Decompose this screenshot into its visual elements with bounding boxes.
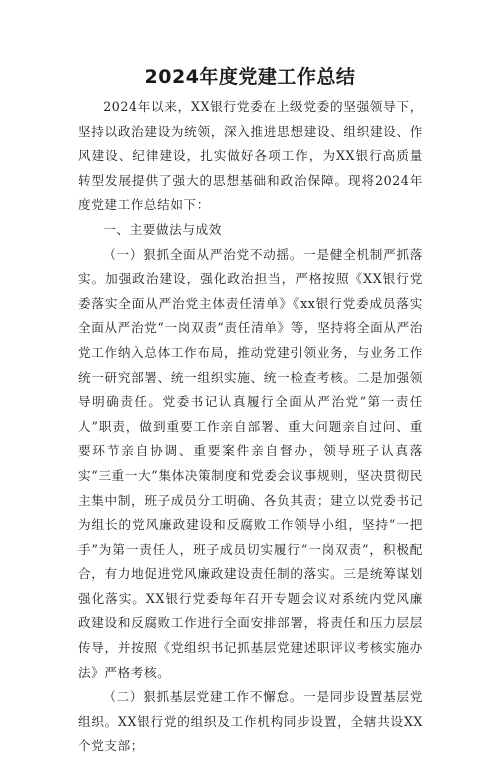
intro-paragraph: 2024年以来，XX银行党委在上级党委的坚强领导下，坚持以政治建设为统领，深入推进思想建设、组织建设、作风建设、纪律建设，扎实做好各项工作，为XX银行高质量转型发展提供了强大的思想基础和政治保障。现将2024年度党建工作总结如下： (78, 99, 423, 213)
paragraph-discipline: （一）狠抓全面从严治党不动摇。一是健全机制严抓落实。加强政治建设，强化政治担当，严格按照《XX银行党委落实全面从严治党主体责任清单》《xx银行党委成员落实全面从严治党“一岗双责”责任清单》等，坚持将全面从严治党工作纳入总体工作布局，推动党建引领业务，与业务工作统一研究部署、统一组织实施、统一检查考核。二是加强领导明确责任。党委书记认真履行全面从严治党“第一责任人”职责，做到重要工作亲自部署、重大问题亲自过问、重要环节亲自协调、重要案件亲自督办，领导班子认真落实“三重一大”集体决策制度和党委会议事规则，坚决贯彻民主集中制，班子成员分工明确、各负其责；建立以党委书记为组长的党风廉政建设和反腐败工作领导小组，坚持“一把手”为第一责任人，班子成员切实履行“一岗双责”，积极配合，有力地促进党风廉政建设责任制的落实。三是统筹谋划强化落实。XX银行党委每年召开专题会议对系统内党风廉政建设和反腐败工作进行全面安排部署，将责任和压力层层传导，并按照《党组织书记抓基层党建述职评议考核实施办法》严格考核。 (78, 246, 423, 680)
section-heading: 一、主要做法与成效 (103, 221, 222, 237)
document-title: 2024年度党建工作总结 (144, 66, 356, 88)
paragraph-grassroots: （二）狠抓基层党建工作不懈怠。一是同步设置基层党组织。XX银行党的组织及工作机构同步设置，全辖共设XX个党支部； (78, 689, 423, 754)
document-body (78, 95, 423, 759)
